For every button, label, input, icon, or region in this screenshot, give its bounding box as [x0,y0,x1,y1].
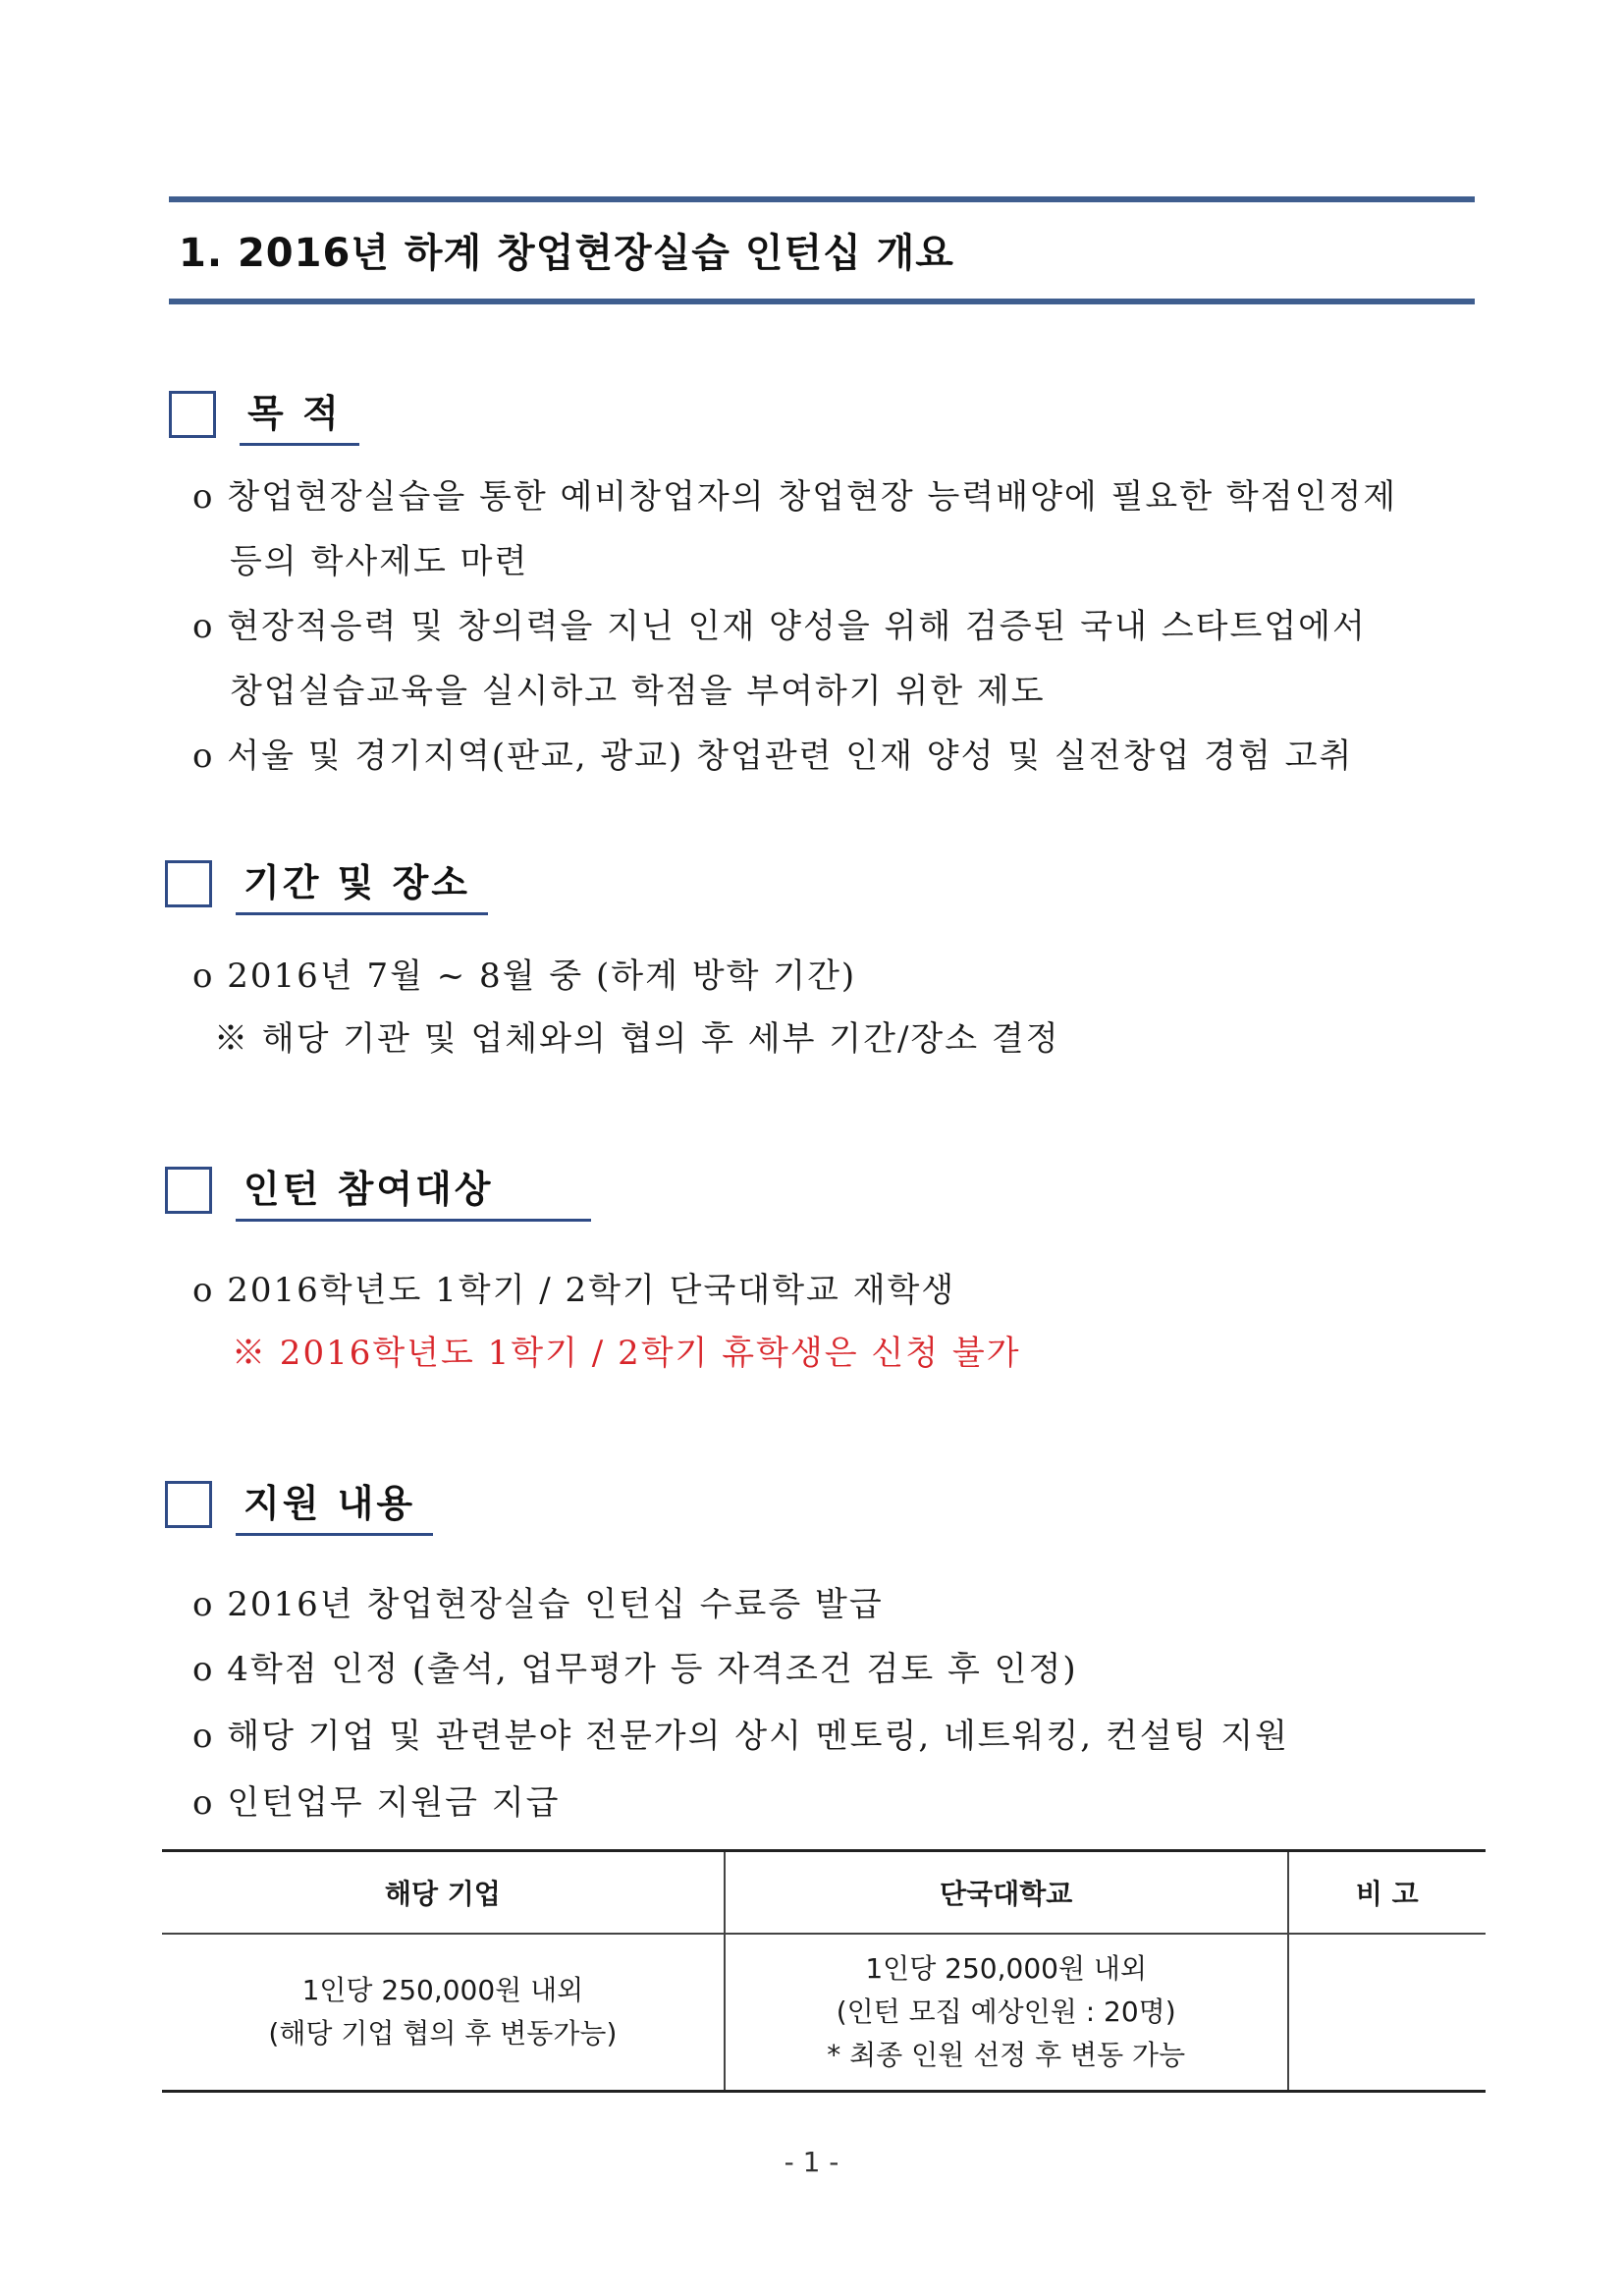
page-title: 1. 2016년 하계 창업현장실습 인턴십 개요 [179,231,954,276]
page-number: - 1 - [784,2146,839,2178]
title-rule-bottom [169,299,1475,304]
checkbox-square-icon [169,391,216,438]
purpose-line-2: 등의 학사제도 마련 [230,542,529,581]
section-purpose-title: 목 적 [240,383,359,446]
purpose-line-5: o 서울 및 경기지역(판교, 광교) 창업관련 인재 양성 및 실전창업 경험 고취 [192,737,1354,776]
support-line-4: o 인턴업무 지원금 지급 [192,1783,561,1823]
section-target-title: 인턴 참여대상 [236,1159,591,1222]
checkbox-square-icon [165,1481,212,1528]
table-header-note: 비 고 [1288,1851,1486,1935]
section-period-title: 기간 및 장소 [236,852,488,915]
table-cell-note [1288,1934,1486,2092]
section-support-title: 지원 내용 [236,1473,433,1536]
university-headcount: (인턴 모집 예상인원 : 20명) [836,1995,1176,2028]
title-rule-top [169,196,1475,202]
purpose-line-1: o 창업현장실습을 통한 예비창업자의 창업현장 능력배양에 필요한 학점인정제 [192,477,1398,517]
company-amount: 1인당 250,000원 내외 [301,1974,584,2006]
company-condition: (해당 기업 협의 후 변동가능) [268,2017,618,2050]
checkbox-square-icon [165,860,212,907]
checkbox-square-icon [165,1167,212,1214]
purpose-line-3: o 현장적응력 및 창의력을 지닌 인재 양성을 위해 검증된 국내 스타트업에서 [192,607,1367,646]
title-band [169,196,1475,304]
table-row [162,1934,1486,2092]
university-note: * 최종 인원 선정 후 변동 가능 [827,2039,1186,2071]
support-line-2: o 4학점 인정 (출석, 업무평가 등 자격조건 검토 후 인정) [192,1650,1078,1689]
support-table [162,1849,1486,2093]
period-line-1: o 2016년 7월 ~ 8월 중 (하계 방학 기간) [192,957,857,996]
target-warning: ※ 2016학년도 1학기 / 2학기 휴학생은 신청 불가 [232,1334,1021,1373]
period-note: ※ 해당 기관 및 업체와의 협의 후 세부 기간/장소 결정 [214,1019,1060,1059]
support-line-1: o 2016년 창업현장실습 인턴십 수료증 발급 [192,1585,884,1624]
support-line-3: o 해당 기업 및 관련분야 전문가의 상시 멘토링, 네트워킹, 컨설팅 지원 [192,1717,1289,1756]
university-amount: 1인당 250,000원 내외 [865,1952,1147,1985]
table-cell-company [162,1934,725,2092]
table-header-company: 해당 기업 [162,1851,725,1935]
table-cell-university [725,1934,1288,2092]
table-header-row [162,1851,1486,1935]
purpose-line-4: 창업실습교육을 실시하고 학점을 부여하기 위한 제도 [230,672,1046,711]
table-header-university: 단국대학교 [725,1851,1288,1935]
target-line-1: o 2016학년도 1학기 / 2학기 단국대학교 재학생 [192,1271,956,1310]
